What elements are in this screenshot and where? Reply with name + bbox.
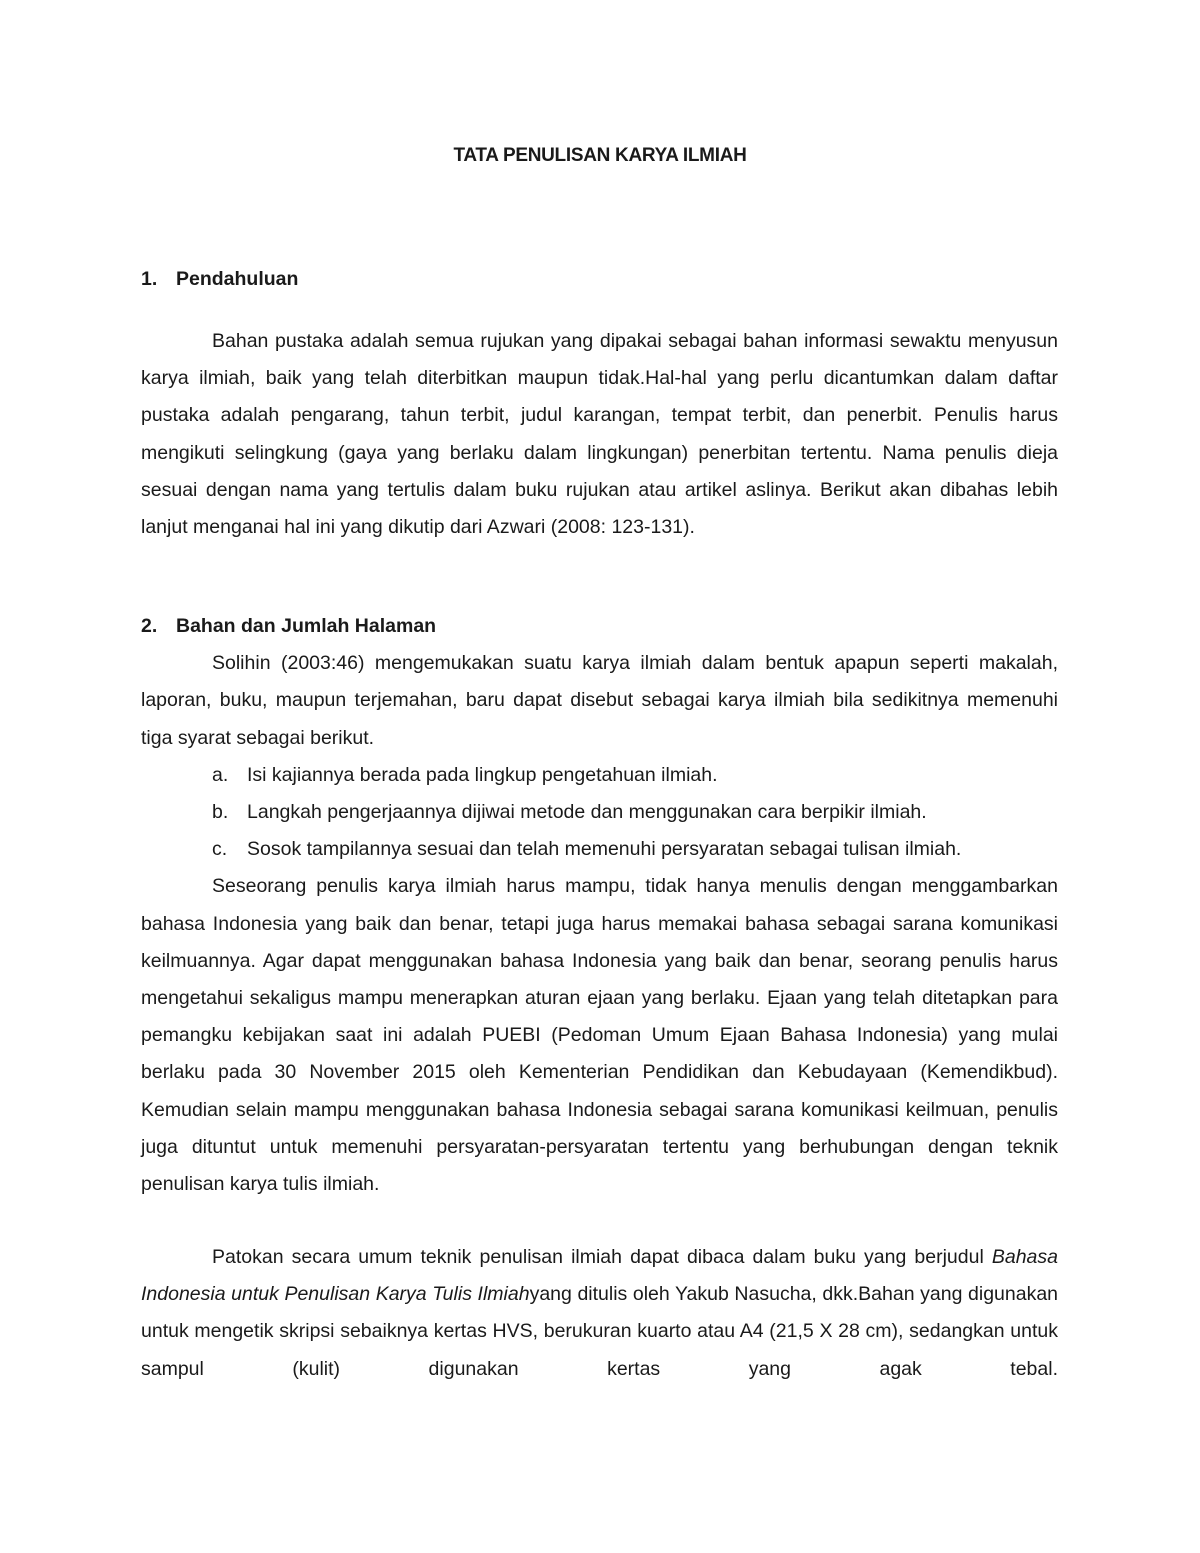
list-marker: b.	[212, 801, 229, 824]
paragraph: Solihin (2003:46) mengemukakan suatu karya ilmiah dalam bentuk apapun seperti makalah, laporan, buku, maupun terjemahan, baru dapat disebut sebagai karya ilmiah bila sedikitnya memenuhi tiga syarat sebagai berikut.	[141, 652, 1058, 749]
paragraph-text: yang ditulis oleh Yakub Nasucha, dkk.Bahan yang digunakan untuk mengetik skripsi sebaiknya kertas HVS, berukuran kuarto atau A4 (21,5 X 28 cm), sedangkan untuk sampul (kulit) digunakan kertas yang agak tebal.	[141, 1283, 1059, 1380]
requirements-list	[141, 757, 1058, 869]
section-number: 1.	[141, 268, 158, 290]
list-item-text: Isi kajiannya berada pada lingkup pengetahuan ilmiah.	[247, 763, 718, 786]
section-pendahuluan	[141, 261, 1058, 298]
list-marker: a.	[212, 763, 229, 786]
paragraph-text: Patokan secara umum teknik penulisan ilmiah dapat dibaca dalam buku yang berjudul	[212, 1246, 992, 1268]
list-item-text: Langkah pengerjaannya dijiwai metode dan menggunakan cara berpikir ilmiah.	[247, 801, 927, 824]
list-marker: c.	[212, 838, 228, 861]
section-number: 2.	[141, 615, 158, 637]
paragraph	[141, 1239, 1058, 1388]
section-bahan-continued	[141, 1239, 1058, 1388]
paragraph: Bahan pustaka adalah semua rujukan yang dipakai sebagai bahan informasi sewaktu menyusun karya ilmiah, baik yang telah diterbitkan maupun tidak.Hal-hal yang perlu dicantumkan dalam daftar pustaka adalah pengarang, tahun terbit, judul karangan, tempat terbit, dan penerbit. Penulis harus mengikuti selingkung (gaya yang berlaku dalam lingkungan) penerbitan tertentu. Nama penulis dieja sesuai dengan nama yang tertulis dalam buku rujukan atau artikel aslinya. Berikut akan dibahas lebih lanjut menganai hal ini yang dikutip dari Azwari (2008: 123-131).	[141, 330, 1058, 539]
section-title: Pendahuluan	[176, 268, 299, 290]
section-pendahuluan-body	[141, 323, 1058, 546]
section-bahan-jumlah-halaman	[141, 608, 1058, 1203]
list-item	[141, 757, 1058, 794]
section-heading	[141, 261, 1058, 298]
book-title: Bahasa Indonesia untuk Penulisan Karya Tulis Ilmiah	[141, 1246, 1058, 1306]
document-title: TATA PENULISAN KARYA ILMIAH	[453, 145, 747, 166]
paragraph: Seseorang penulis karya ilmiah harus mampu, tidak hanya menulis dengan menggambarkan bahasa Indonesia yang baik dan benar, tetapi juga harus memakai bahasa sebagai sarana komunikasi keilmuannya. Agar dapat menggunakan bahasa Indonesia yang baik dan benar, seorang penulis harus mengetahui sekaligus mampu menerapkan aturan ejaan yang berlaku. Ejaan yang telah ditetapkan para pemangku kebijakan saat ini adalah PUEBI (Pedoman Umum Ejaan Bahasa Indonesia) yang mulai berlaku pada 30 November 2015 oleh Kementerian Pendidikan dan Kebudayaan (Kemendikbud). Kemudian selain mampu menggunakan bahasa Indonesia sebagai sarana komunikasi keilmuan, penulis juga dituntut untuk memenuhi persyaratan-persyaratan tertentu yang berhubungan dengan teknik penulisan karya tulis ilmiah.	[141, 875, 1058, 1196]
list-item	[141, 831, 1058, 868]
list-item	[141, 794, 1058, 831]
section-heading	[141, 608, 1058, 645]
list-item-text: Sosok tampilannya sesuai dan telah memenuhi persyaratan sebagai tulisan ilmiah.	[247, 838, 962, 861]
section-title: Bahan dan Jumlah Halaman	[176, 615, 437, 637]
